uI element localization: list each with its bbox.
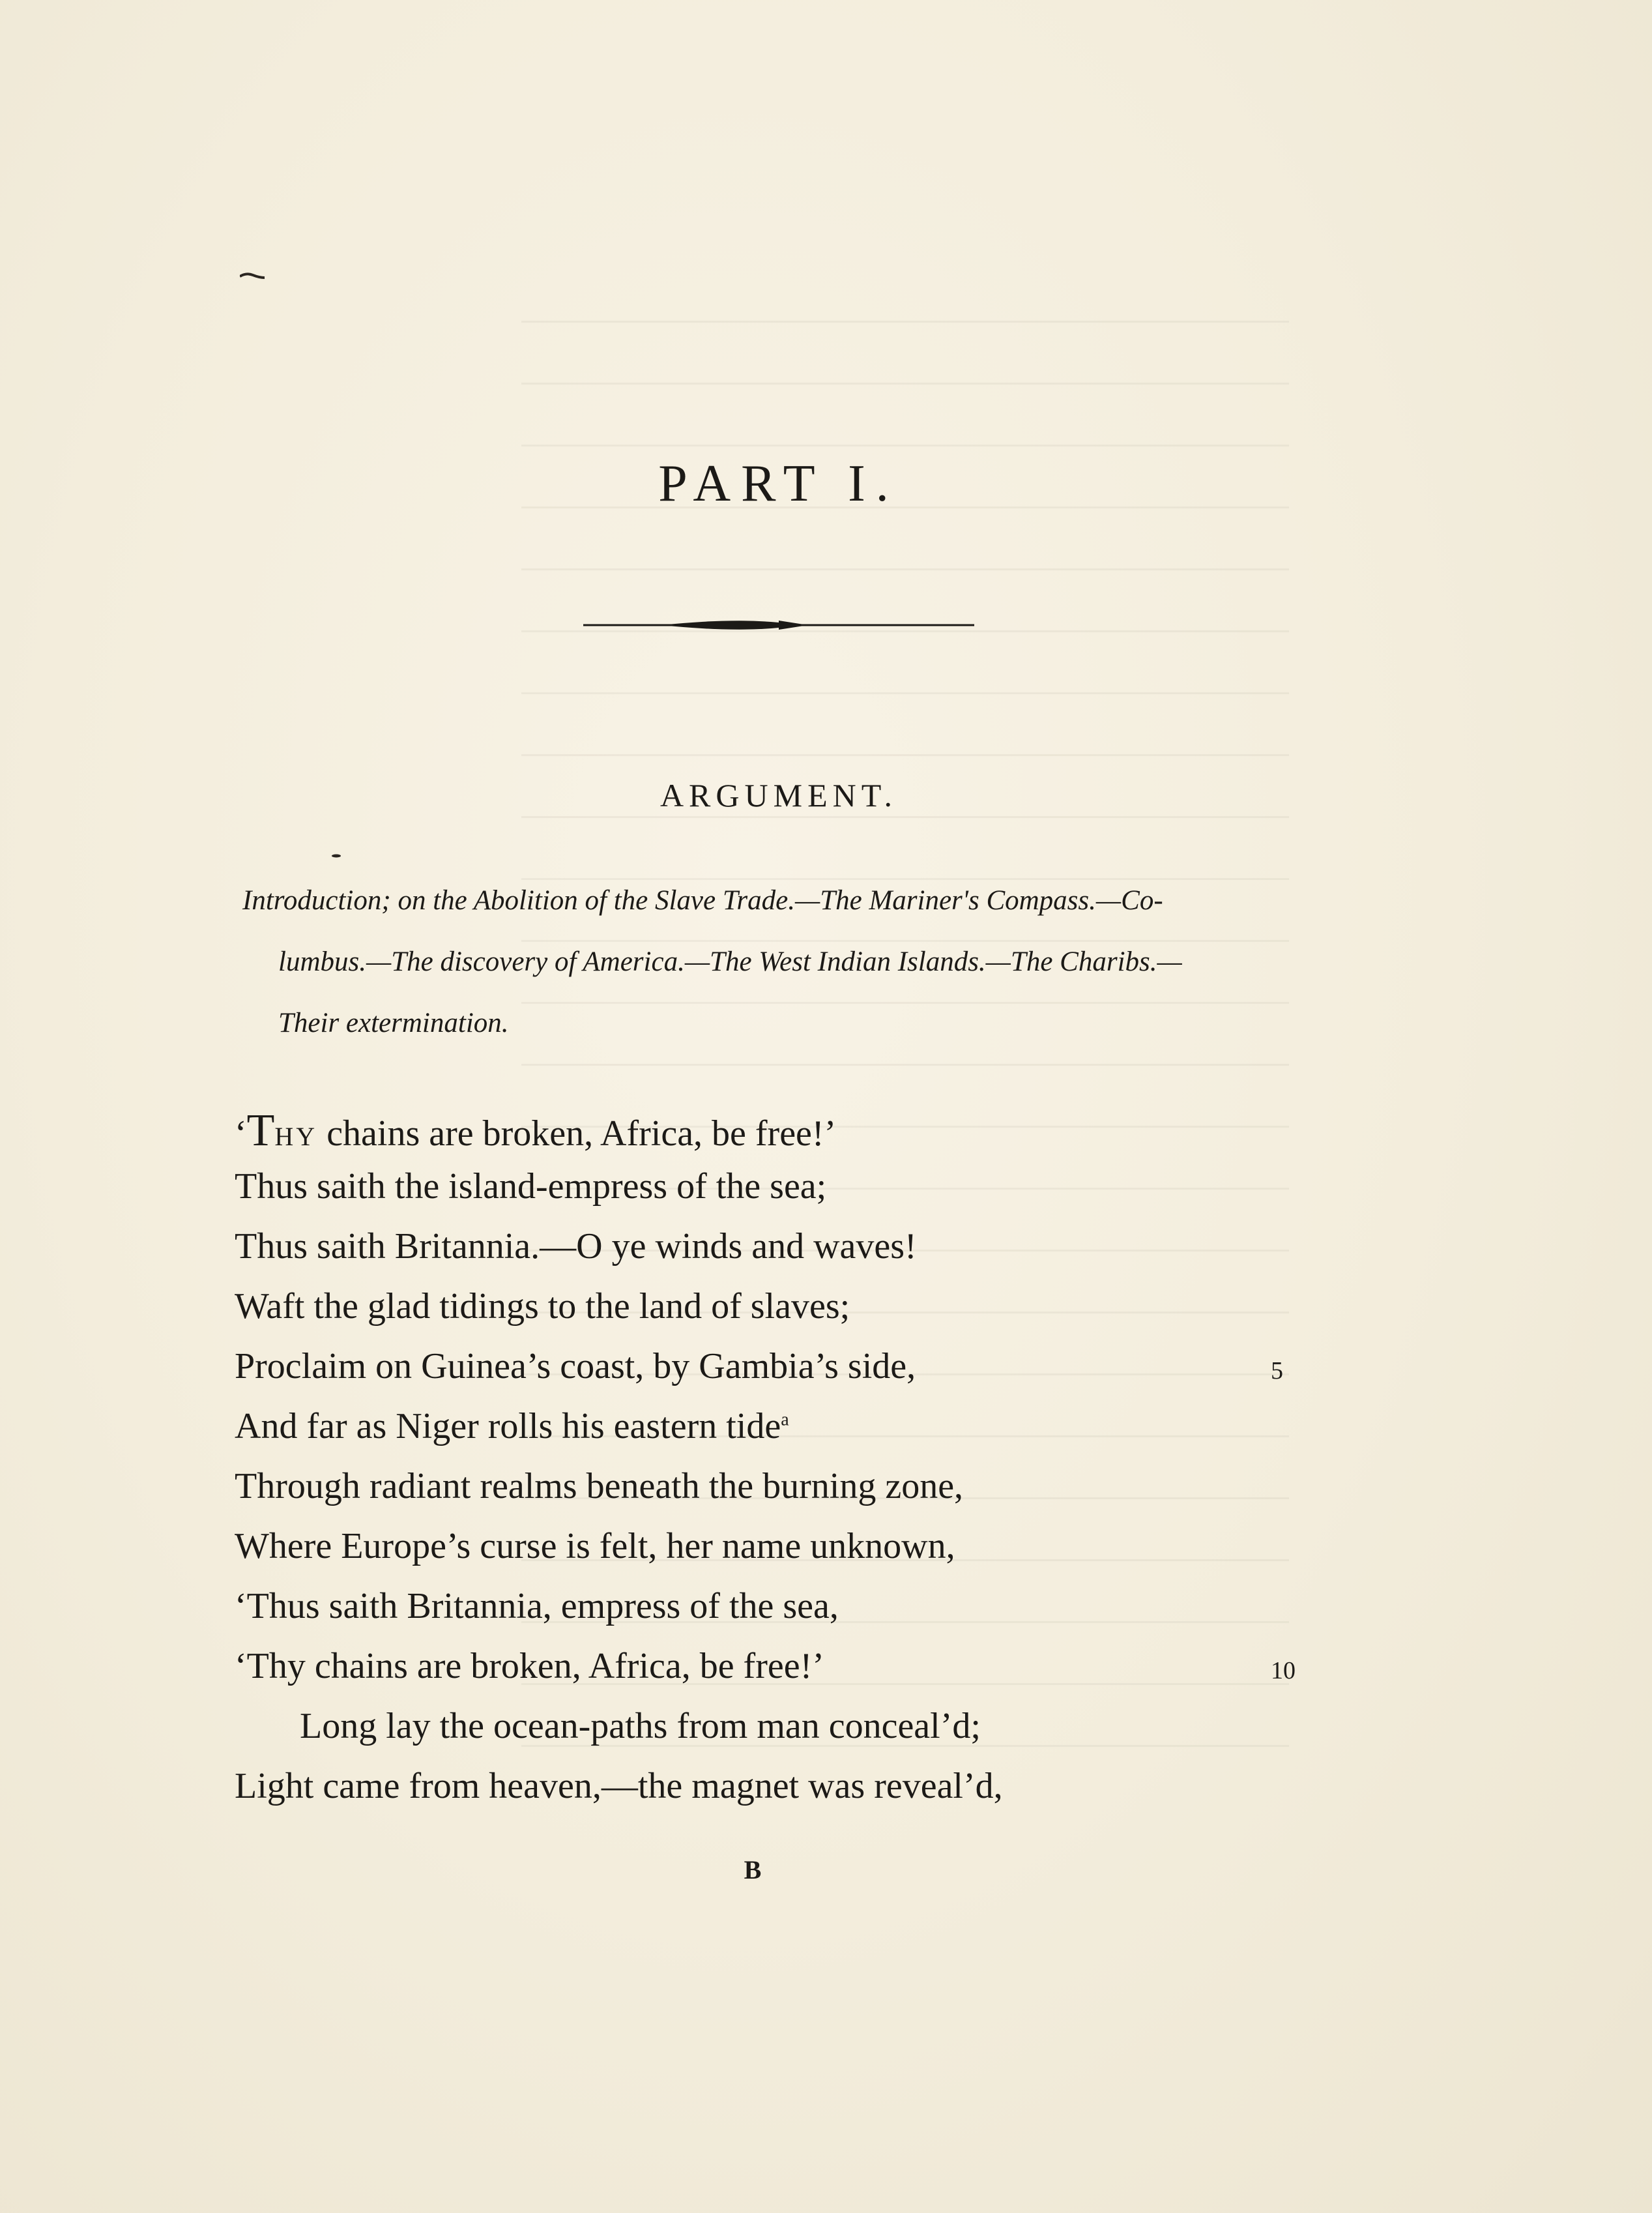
argument-line: Introduction; on the Abolition of the Slave Trade.—The Mariner's Compass.—Co- (242, 885, 1163, 916)
poem-line: Waft the glad tidings to the land of slaves; (235, 1286, 850, 1326)
footnote-marker: a (781, 1409, 789, 1430)
line-number: 5 (1271, 1357, 1283, 1385)
page-title: PART I. (658, 454, 899, 512)
argument-line: Their extermination. (278, 1008, 509, 1038)
poem-line: Thus saith Britannia.—O ye winds and waves! (235, 1226, 917, 1267)
poem-line: Long lay the ocean-paths from man conceal’d; (300, 1706, 981, 1746)
poem-line: Thus saith the island-empress of the sea; (235, 1166, 827, 1207)
poem-line: Light came from heaven,—the magnet was reveal’d, (235, 1766, 1003, 1806)
signature-mark: B (744, 1855, 762, 1884)
poem-line: Where Europe’s curse is felt, her name unknown, (235, 1526, 955, 1566)
stray-mark (240, 272, 265, 279)
line-number: 10 (1271, 1657, 1296, 1684)
poem-line: Proclaim on Guinea’s coast, by Gambia’s side, (235, 1346, 916, 1386)
poem-line: Through radiant realms beneath the burning zone, (235, 1466, 964, 1506)
argument-text (242, 870, 1318, 1054)
ornamental-rule (583, 615, 974, 635)
poem-line-1: ‘THY chains are broken, Africa, be free!’ (235, 1106, 837, 1156)
poem-line: ‘Thy chains are broken, Africa, be free!’ (235, 1646, 824, 1686)
ink-speck (331, 854, 341, 858)
poem-line: ‘Thus saith Britannia, empress of the sea, (235, 1586, 839, 1626)
argument-heading: ARGUMENT. (659, 777, 898, 813)
argument-line: lumbus.—The discovery of America.—The West Indian Islands.—The Charibs.— (278, 946, 1182, 977)
poem-line: And far as Niger rolls his eastern tide$^a$ (235, 1406, 789, 1446)
